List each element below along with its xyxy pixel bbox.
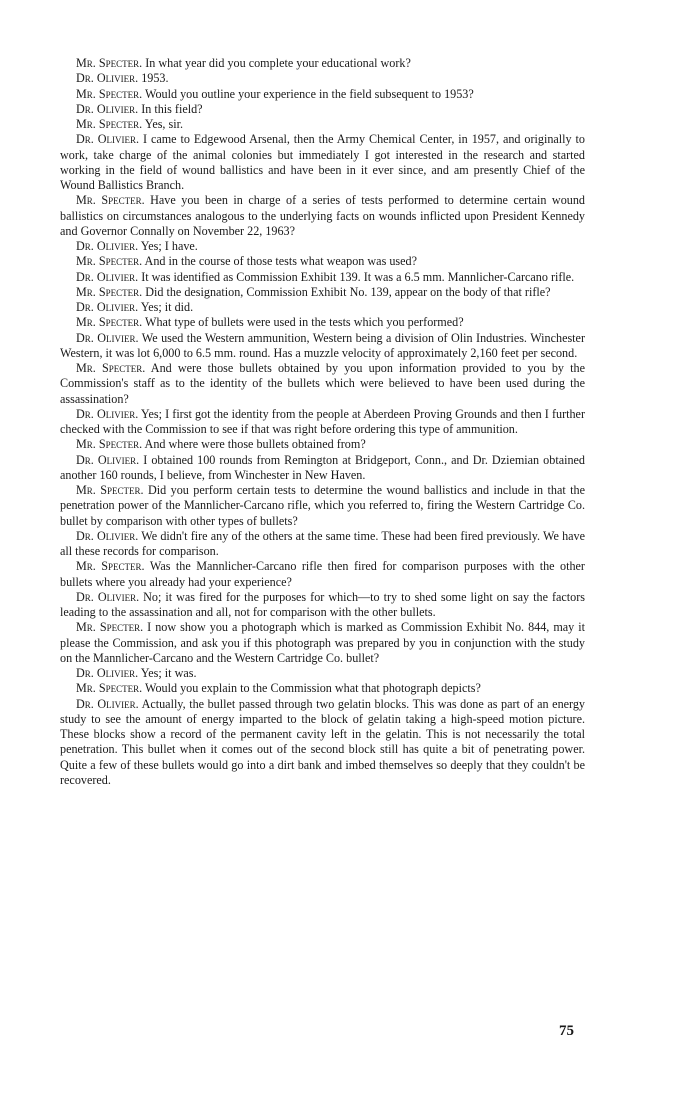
speaker-name: Mr. Specter. (76, 254, 143, 269)
utterance-text: In this field? (141, 101, 203, 116)
speaker-name: Mr. Specter. (76, 86, 143, 101)
utterance-text: Yes; I have. (140, 239, 198, 253)
transcript-paragraph (60, 361, 585, 407)
speaker-name: Dr. Olivier. (76, 528, 139, 543)
speaker-name: Dr. Olivier. (76, 300, 139, 314)
speaker-name: Dr. Olivier. (76, 239, 139, 253)
speaker-name: Dr. Olivier. (76, 132, 140, 147)
utterance-text: We didn't fire any of the others at the same time. These had been fired previously. We have all these records for comparison. (60, 528, 585, 558)
transcript-paragraph (60, 117, 585, 132)
utterance-text: Would you outline your experience in the field subsequent to 1953? (145, 86, 474, 101)
utterance-text: I now show you a photograph which is marked as Commission Exhibit No. 844, may it please the Commission, and ask you if this photograph was prepared by you in conjunction with the study on the Mannlicher-Carcano and the Western Cartridge Co. bullet? (60, 620, 585, 665)
utterance-text: Yes; I first got the identity from the people at Aberdeen Proving Grounds and then I further checked with the Commission to see if that was right before ordering this type of ammunition. (60, 406, 585, 436)
speaker-name: Dr. Olivier. (76, 269, 139, 284)
utterance-text: We used the Western ammunition, Western being a division of Olin Industries. Winchester Western, it was lot 6,000 to 6.5 mm. round. Has a muzzle velocity of approximately 2,160 feet per second. (60, 330, 585, 360)
utterance-text: In what year did you complete your educational work? (145, 56, 411, 70)
transcript-paragraph (60, 483, 585, 529)
utterance-text: Actually, the bullet passed through two gelatin blocks. This was done as part of an energy study to see the amount of energy imparted to the block of gelatin taking a high-speed motion picture. These blocks show a record of the permanent cavity left in the gelatin. This is not necessarily the total penetration. This bullet when it comes out of the second block still has quite a bit of penetrating power. Quite a few of these bullets would go into a dirt bank and imbed themselves so deeply that they couldn't be recovered. (60, 696, 585, 787)
transcript-paragraph (60, 407, 585, 438)
utterance-text: Would you explain to the Commission what that photograph depicts? (145, 681, 481, 696)
transcript-paragraph (60, 315, 585, 330)
page-number: 75 (559, 1023, 574, 1039)
transcript-paragraph (60, 300, 585, 315)
utterance-text: What type of bullets were used in the tests which you performed? (145, 315, 464, 330)
speaker-name: Dr. Olivier. (76, 71, 139, 86)
speaker-name: Mr. Specter. (76, 559, 145, 574)
utterance-text: Was the Mannlicher-Carcano rifle then fired for comparison purposes with the other bullets where you already had your experience? (60, 559, 585, 589)
speaker-name: Dr. Olivier. (76, 406, 139, 421)
utterance-text: Did the designation, Commission Exhibit No. 139, appear on the body of that rifle? (145, 284, 551, 299)
transcript-paragraph (60, 453, 585, 484)
transcript-paragraph (60, 697, 585, 789)
utterance-text: And were those bullets obtained by you upon information provided to you by the Commission's staff as to the identity of the bullets which were believed to have been used during the assassination? (60, 361, 585, 406)
utterance-text: Yes, sir. (144, 117, 184, 131)
speaker-name: Dr. Olivier. (76, 330, 139, 345)
transcript-body (60, 56, 585, 788)
transcript-paragraph (60, 666, 585, 681)
speaker-name: Dr. Olivier. (76, 666, 139, 680)
transcript-paragraph (60, 437, 585, 452)
transcript-paragraph (60, 56, 585, 71)
utterance-text: I came to Edgewood Arsenal, then the Army Chemical Center, in 1957, and originally to work, take charge of the animal colonies but immediately I got interested in the research and started working in the field of wound ballistics and have been in it ever since, and am presently Chief of the Wound Ballistics Branch. (60, 132, 585, 192)
speaker-name: Mr. Specter. (76, 437, 143, 452)
utterance-text: I obtained 100 rounds from Remington at Bridgeport, Conn., and Dr. Dziemian obtained another 160 rounds, I believe, from Winchester in New Haven. (60, 452, 585, 482)
speaker-name: Mr. Specter. (76, 56, 143, 70)
transcript-paragraph (60, 590, 585, 621)
transcript-paragraph (60, 620, 585, 666)
speaker-name: Mr. Specter. (76, 193, 145, 208)
utterance-text: Did you perform certain tests to determine the wound ballistics and include in that the penetration power of the Mannlicher-Carcano rifle, which you referred to, firing the Western Cartridge Co. bullet by comparison with other types of bullets? (60, 483, 585, 528)
transcript-paragraph (60, 102, 585, 117)
transcript-paragraph (60, 331, 585, 362)
utterance-text: Yes; it did. (140, 300, 194, 314)
transcript-paragraph (60, 529, 585, 560)
transcript-paragraph (60, 87, 585, 102)
utterance-text: Yes; it was. (140, 666, 197, 680)
utterance-text: It was identified as Commission Exhibit 139. It was a 6.5 mm. Mannlicher-Carcano rifle. (141, 269, 575, 284)
utterance-text: 1953. (141, 71, 169, 86)
transcript-paragraph (60, 559, 585, 590)
transcript-paragraph (60, 285, 585, 300)
speaker-name: Dr. Olivier. (76, 101, 139, 116)
speaker-name: Dr. Olivier. (76, 452, 140, 467)
utterance-text: No; it was fired for the purposes for which—to try to shed some light on say the factors leading to the assassination and all, not for comparison with the other bullets. (60, 589, 586, 619)
transcript-paragraph (60, 254, 585, 269)
utterance-text: And in the course of those tests what weapon was used? (144, 254, 417, 269)
speaker-name: Dr. Olivier. (76, 696, 139, 711)
transcript-paragraph (60, 71, 585, 86)
speaker-name: Mr. Specter. (76, 620, 144, 635)
speaker-name: Dr. Olivier. (76, 589, 140, 604)
transcript-paragraph (60, 193, 585, 239)
utterance-text: Have you been in charge of a series of tests performed to determine certain wound ballistics on circumstances analogous to the underlying facts on wounds inflicted upon President Kennedy and Governor Connally on November 22, 1963? (60, 193, 585, 238)
speaker-name: Mr. Specter. (76, 284, 143, 299)
transcript-paragraph (60, 239, 585, 254)
utterance-text: And where were those bullets obtained from? (144, 437, 366, 452)
speaker-name: Mr. Specter. (76, 117, 143, 131)
transcript-paragraph (60, 681, 585, 696)
speaker-name: Mr. Specter. (76, 483, 144, 497)
speaker-name: Mr. Specter. (76, 315, 143, 330)
speaker-name: Mr. Specter. (76, 681, 143, 696)
speaker-name: Mr. Specter. (76, 361, 146, 375)
transcript-paragraph (60, 270, 585, 285)
transcript-paragraph (60, 132, 585, 193)
